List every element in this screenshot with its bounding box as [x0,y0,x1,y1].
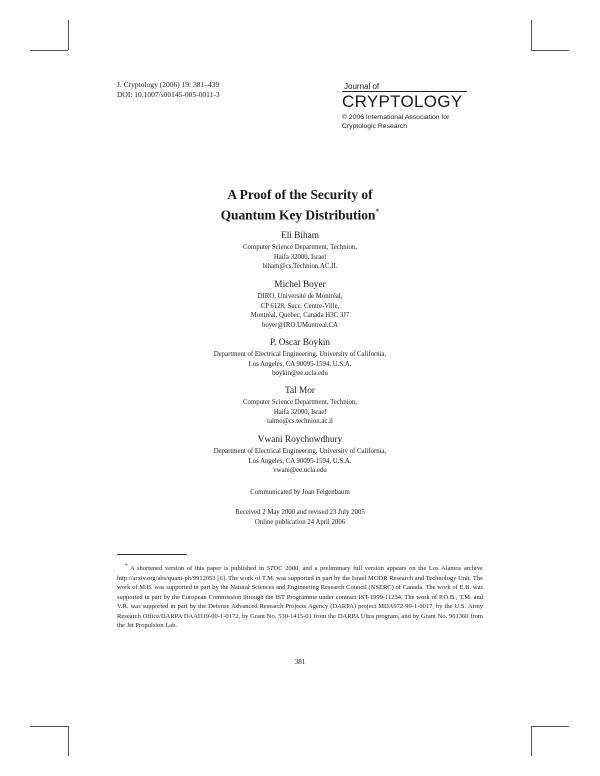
author-affiliation [117,243,483,272]
journal-of-label: Journal of [344,82,380,91]
received-date: Received 2 May 2000 and revised 23 July 2005 [235,509,365,516]
affiliation-line: Computer Science Department, Technion, [243,399,357,406]
crop-mark [30,726,68,727]
author-block [117,230,483,272]
author-name: Eli Biham [281,231,319,241]
crop-mark [30,50,68,51]
author-affiliation [117,447,483,476]
affiliation-line: Haifa 32000, Israel [273,253,327,261]
author-block [117,385,483,427]
crop-mark [68,726,69,756]
journal-logo [342,82,467,131]
affiliation-line: talmo@cs.technion.ac.il [267,418,333,425]
affiliation-line: boykin@ee.ucla.edu [272,370,328,377]
author-name: P. Oscar Boykin [269,338,331,348]
affiliation-line: Department of Electrical Engineering, University of California, [213,351,387,358]
author-block [117,434,483,476]
crop-mark [531,50,569,51]
footnote-rule [117,554,187,555]
publication-dates [117,508,483,528]
affiliation-line: Department of Electrical Engineering, University of California, [213,448,387,455]
crop-mark [531,726,569,727]
author-affiliation [117,292,483,330]
title-line: A Proof of the Security of [227,187,373,202]
affiliation-line: Computer Science Department, Technion, [243,244,357,251]
footnote-text: A shortened version of this paper is published in [127,565,267,573]
title-text: Quantum Key Distribution [220,207,376,223]
page-number: 381 [294,658,306,666]
affiliation-line: Montréal, Quebec, Canada H3C 3J7 [250,312,350,319]
copyright-line: Cryptologic Research [342,123,407,130]
title-footnote-marker: * [375,207,380,216]
footnote-text: 2000, and a preliminary full version appears on the Los Alamos archive http://arxiv.org/abs/quant-ph/9912053 [6]. The work of T.M. was supported in part by the Israel MODR Research and Technology Unit. The work of M.B. was supported in part by the Natural Sciences and Engineering Research Council (NSERC) of Canada. The work of E.B. was supported in part by the European Commission through the IST Programme under contract IST-1999-11234. The work of P.O.B., T.M. and V.R. was supported in part by the Defense Advanced Research Projects Agency (DARPA) project MDA972-99-1-0017, by the U.S. Army Research Office/DARPA DAAD19-00-1-0172, by Grant No. 530-1415-01 from the DARPA Ultra program, and by Grant No. 961360 from the Jet Propulsion Lab. [117,565,483,630]
doi-line: DOI: 10.1007/s00145-005-0011-3 [117,90,220,99]
journal-citation [117,80,220,100]
crop-mark [531,20,532,50]
affiliation-line: Los Angeles, CA 90095-1594, U.S.A. [248,360,352,368]
crop-mark [531,726,532,756]
footnote-marker: * [125,563,128,569]
affiliation-line: DIRO, Université de Montréal, [257,293,343,300]
copyright-line: © 2006 International Association for [342,114,450,121]
affiliation-line: boyer@IRO.UMontreal.CA [261,321,339,329]
author-name: Tal Mor [284,386,316,396]
affiliation-line: vwani@ee.ucla.edu [273,467,327,474]
author-name: Vwani Roychowdhury [257,435,343,445]
citation-line: J. Cryptology (2006) 19: 381–439 [117,80,220,89]
author-block [117,337,483,379]
affiliation-line: biham@cs.Technion.AC.IL [262,263,338,270]
affiliation-line: Haifa 32000, Israel [273,408,327,416]
copyright-notice [342,113,467,131]
affiliation-line: CP 6128, Succ. Centre-Ville, [260,302,340,310]
paper-title [117,186,483,223]
author-affiliation [117,350,483,379]
journal-name: CRYPTOLOGY [342,91,467,110]
author-block [117,279,483,330]
footnote-venue: STOC [266,565,283,573]
online-date: Online publication 24 April 2006 [254,519,346,526]
affiliation-line: Los Angeles, CA 90095-1594, U.S.A. [248,457,352,465]
author-affiliation [117,398,483,427]
author-name: Michel Boyer [274,280,326,290]
title-line [117,203,483,223]
crop-mark [68,20,69,50]
footnote [117,562,483,631]
communicated-by: Communicated by Joan Feigenbaum [250,489,350,496]
